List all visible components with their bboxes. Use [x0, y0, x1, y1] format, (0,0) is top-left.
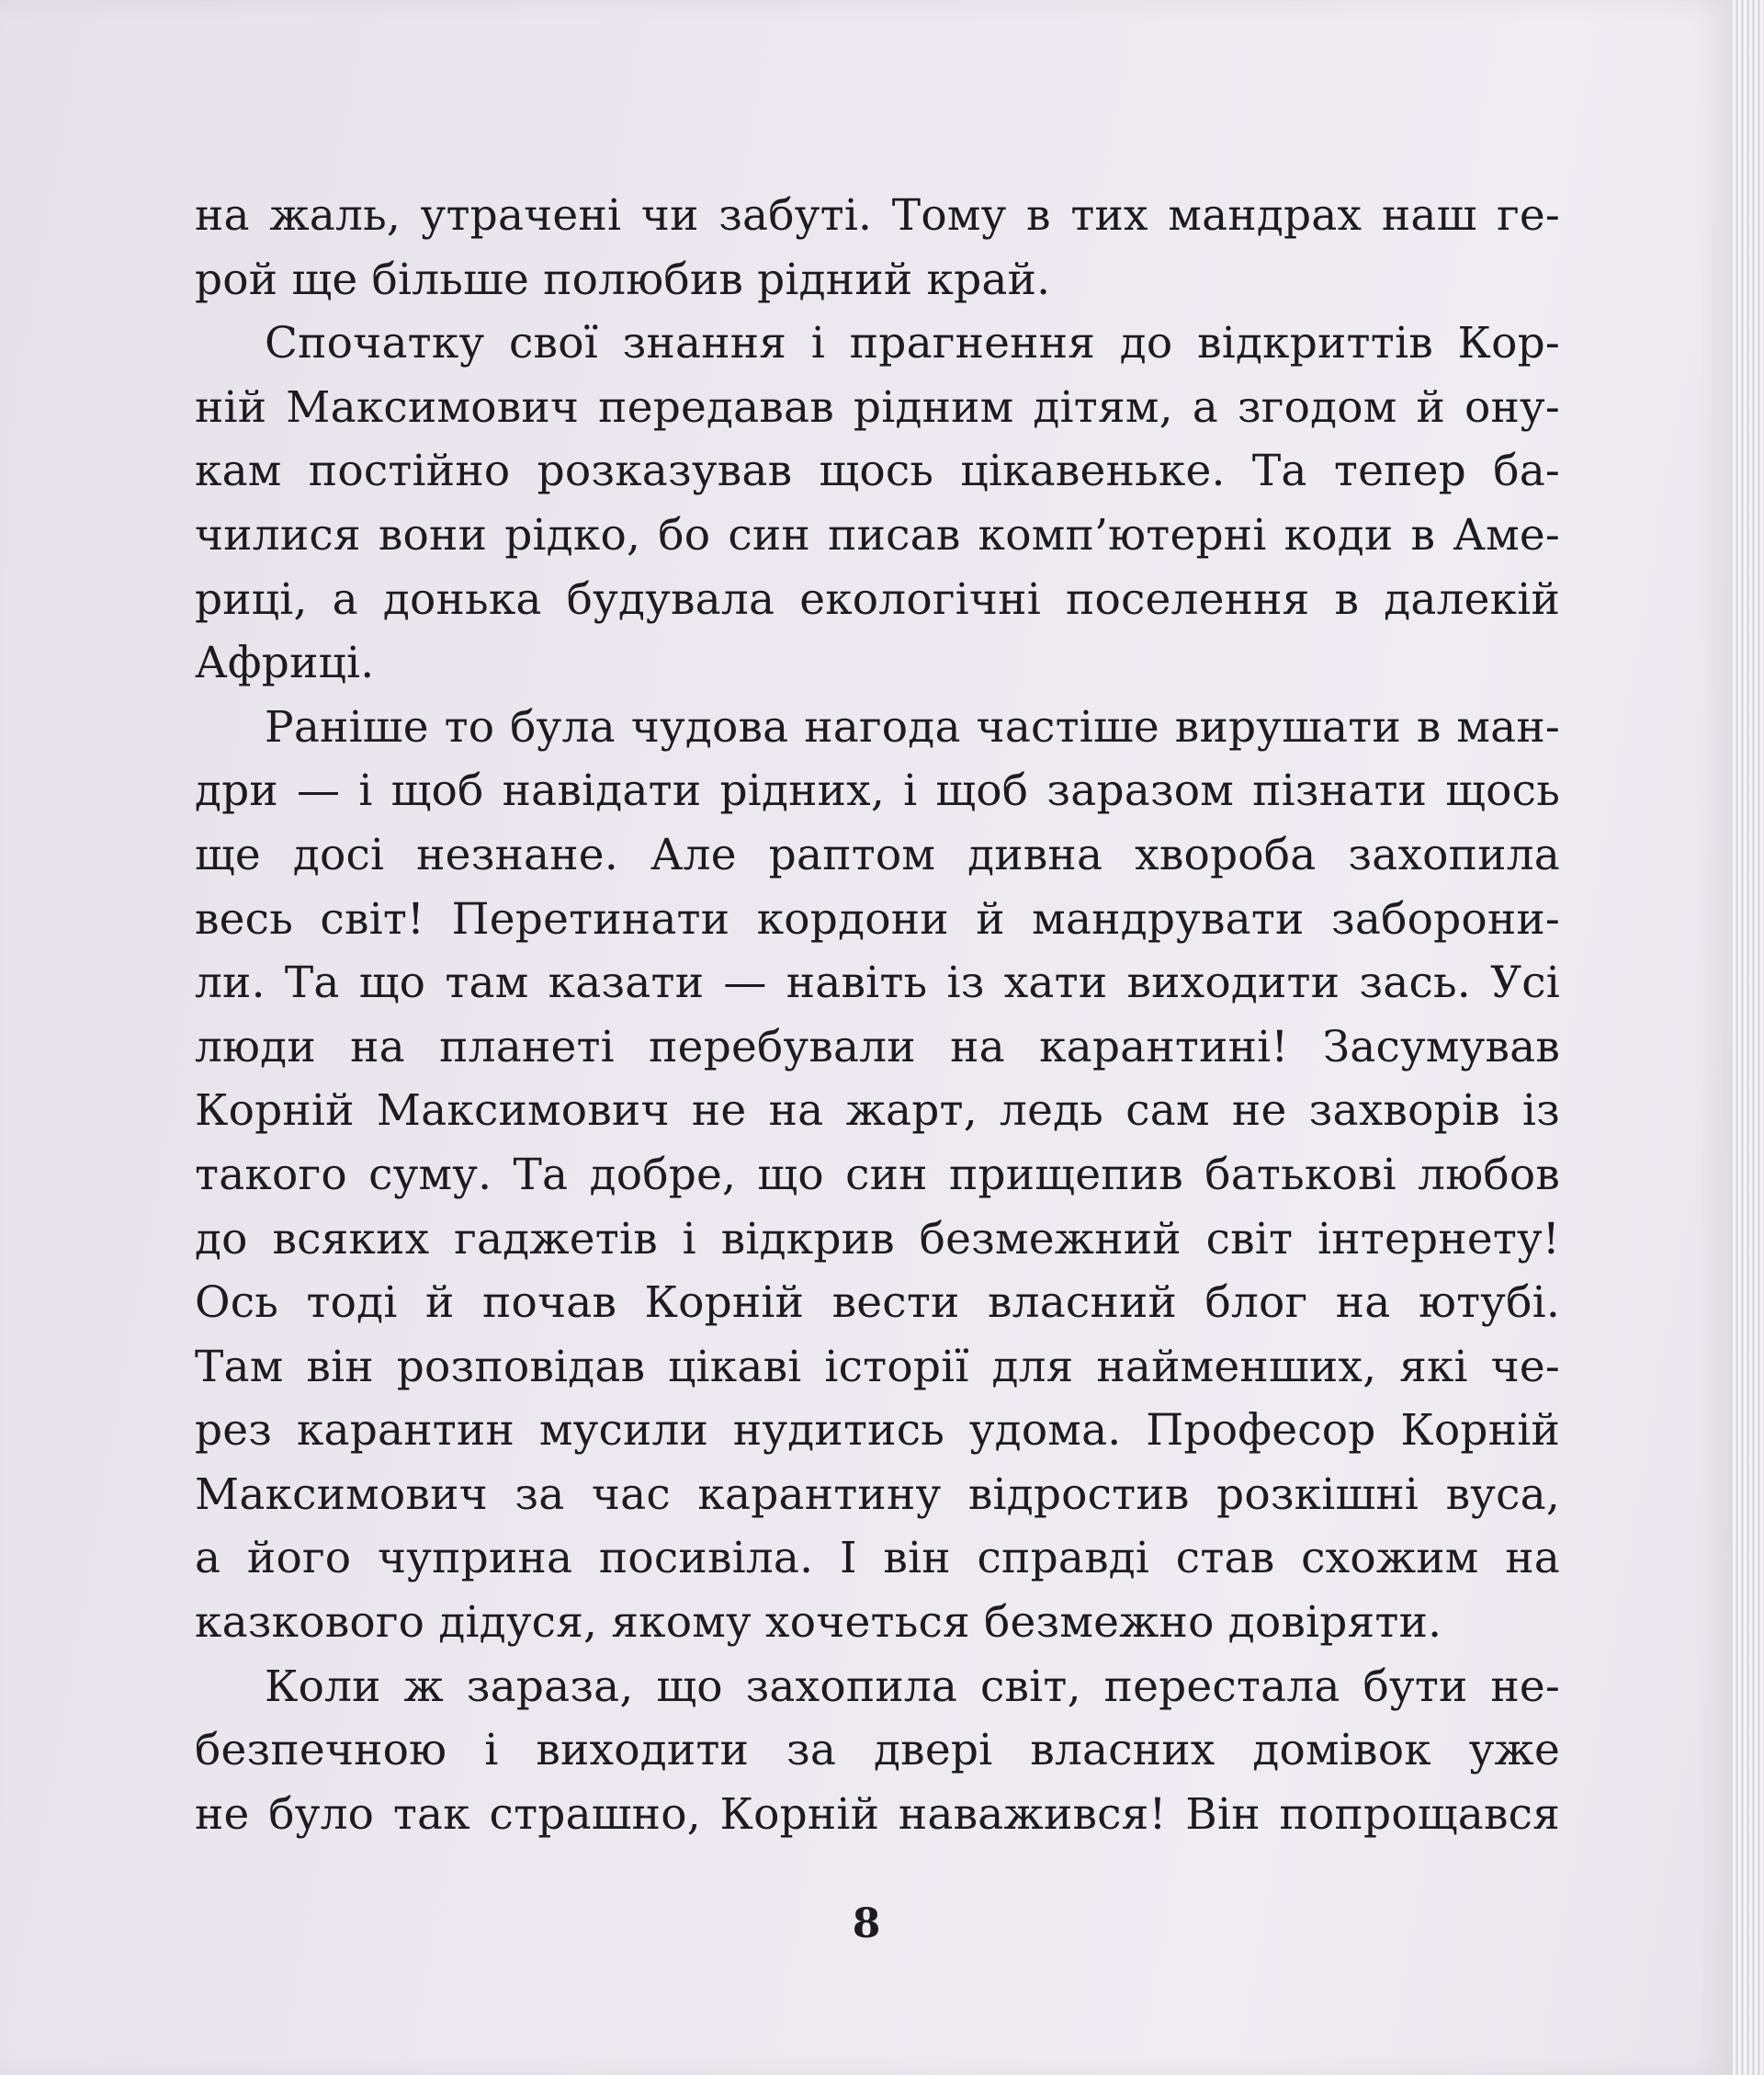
text-line: не було так страшно, Корній наважився! Він попрощався [195, 1788, 1560, 1840]
text-line: Корній Максимович не на жарт, ледь сам не захворів із [195, 1085, 1560, 1137]
text-line: до всяких гаджетів і відкрив безмежний світ інтернету! [195, 1213, 1560, 1264]
text-line: рез карантин мусили нудитись удома. Професор Корній [195, 1405, 1560, 1457]
text-line: Спочатку свої знання і прагнення до відкриттів Кор- [265, 318, 1560, 369]
text-line: риці, а донька будувала екологічні поселення в далекій [195, 573, 1560, 625]
text-line: кам постійно розказував щось цікавеньке. Та тепер ба- [195, 446, 1560, 497]
page-number: 8 [852, 1900, 881, 1947]
page-edge [1733, 0, 1764, 2075]
text-line: Коли ж зараза, що захопила світ, перестала бути не- [265, 1661, 1560, 1712]
text-line: такого суму. Та добре, що син прищепив батькові любов [195, 1149, 1560, 1200]
text-line: чилися вони рідко, бо син писав комп’ютерні коди в Аме- [195, 509, 1560, 561]
text-line: весь світ! Перетинати кордони й мандрувати заборони- [195, 893, 1560, 945]
text-line: люди на планеті перебували на карантині! Засумував [195, 1021, 1560, 1072]
text-line: Ось тоді й почав Корній вести власний блог на ютубі. [195, 1277, 1560, 1329]
text-line: Раніше то була чудова нагода частіше вирушати в ман- [265, 701, 1560, 753]
text-line: рой ще більше полюбив рідний край. [195, 254, 1051, 305]
body-text [195, 184, 1560, 1846]
text-line: дри — і щоб навідати рідних, і щоб заразом пізнати щось [195, 765, 1560, 817]
text-line: ще досі незнане. Але раптом дивна хвороба захопила [195, 829, 1560, 880]
text-line: ли. Та що там казати — навіть із хати виходити зась. Усі [195, 958, 1560, 1009]
text-line: Африці. [195, 638, 375, 689]
text-line: ній Максимович передавав рідним дітям, а згодом й ону- [195, 381, 1560, 433]
text-line: а його чуприна посивіла. І він справді став схожим на [195, 1533, 1560, 1584]
text-line: Там він розповідав цікаві історії для найменших, які че- [195, 1341, 1560, 1392]
text-line: безпечною і виходити за двері власних домівок уже [195, 1725, 1560, 1776]
text-line: Максимович за час карантину відростив розкішні вуса, [195, 1468, 1560, 1520]
text-line: казкового дідуся, якому хочеться безмежно довіряти. [195, 1597, 1442, 1649]
text-line: на жаль, утрачені чи забуті. Тому в тих мандрах наш ге- [195, 190, 1560, 241]
